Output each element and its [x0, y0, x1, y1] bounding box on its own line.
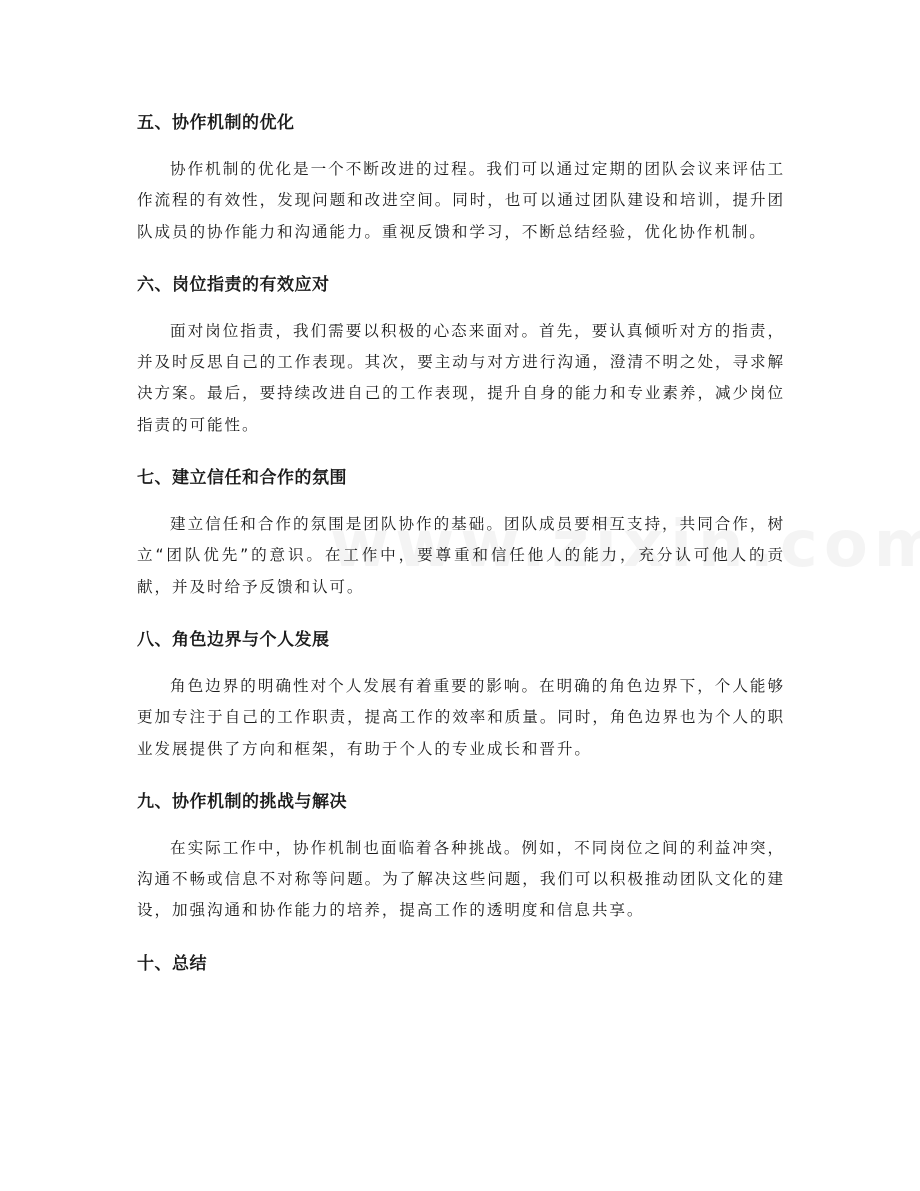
section-paragraph-6: 面对岗位指责，我们需要以积极的心态来面对。首先，要认真倾听对方的指责，并及时反思自己的工作表现。其次，要主动与对方进行沟通，澄清不明之处，寻求解决方案。最后，要持续改进自己的工作表现，提升自身的能力和专业素养，减少岗位指责的可能性。 — [137, 321, 785, 434]
section-heading-6: 六、岗位指责的有效应对 — [137, 274, 330, 295]
document-content — [137, 108, 785, 979]
section-paragraph-7: 建立信任和合作的氛围是团队协作的基础。团队成员要相互支持，共同合作，树立“团队优先”的意识。在工作中，要尊重和信任他人的能力，充分认可他人的贡献，并及时给予反馈和认可。 — [137, 515, 785, 596]
section-heading-8: 八、角色边界与个人发展 — [137, 629, 330, 650]
section-heading-10: 十、总结 — [137, 953, 207, 974]
section-paragraph-5: 协作机制的优化是一个不断改进的过程。我们可以通过定期的团队会议来评估工作流程的有效性，发现问题和改进空间。同时，也可以通过团队建设和培训，提升团队成员的协作能力和沟通能力。重视反馈和学习，不断总结经验，优化协作机制。 — [137, 160, 785, 241]
section-heading-9: 九、协作机制的挑战与解决 — [137, 791, 347, 812]
section-paragraph-8: 角色边界的明确性对个人发展有着重要的影响。在明确的角色边界下，个人能够更加专注于自己的工作职责，提高工作的效率和质量。同时，角色边界也为个人的职业发展提供了方向和框架，有助于个人的专业成长和晋升。 — [137, 676, 785, 758]
section-paragraph-9: 在实际工作中，协作机制也面临着各种挑战。例如，不同岗位之间的利益冲突，沟通不畅或信息不对称等问题。为了解决这些问题，我们可以积极推动团队文化的建设，加强沟通和协作能力的培养，提高工作的透明度和信息共享。 — [137, 838, 785, 920]
section-heading-5: 五、协作机制的优化 — [137, 113, 295, 133]
section-heading-7: 七、建立信任和合作的氛围 — [137, 468, 347, 489]
